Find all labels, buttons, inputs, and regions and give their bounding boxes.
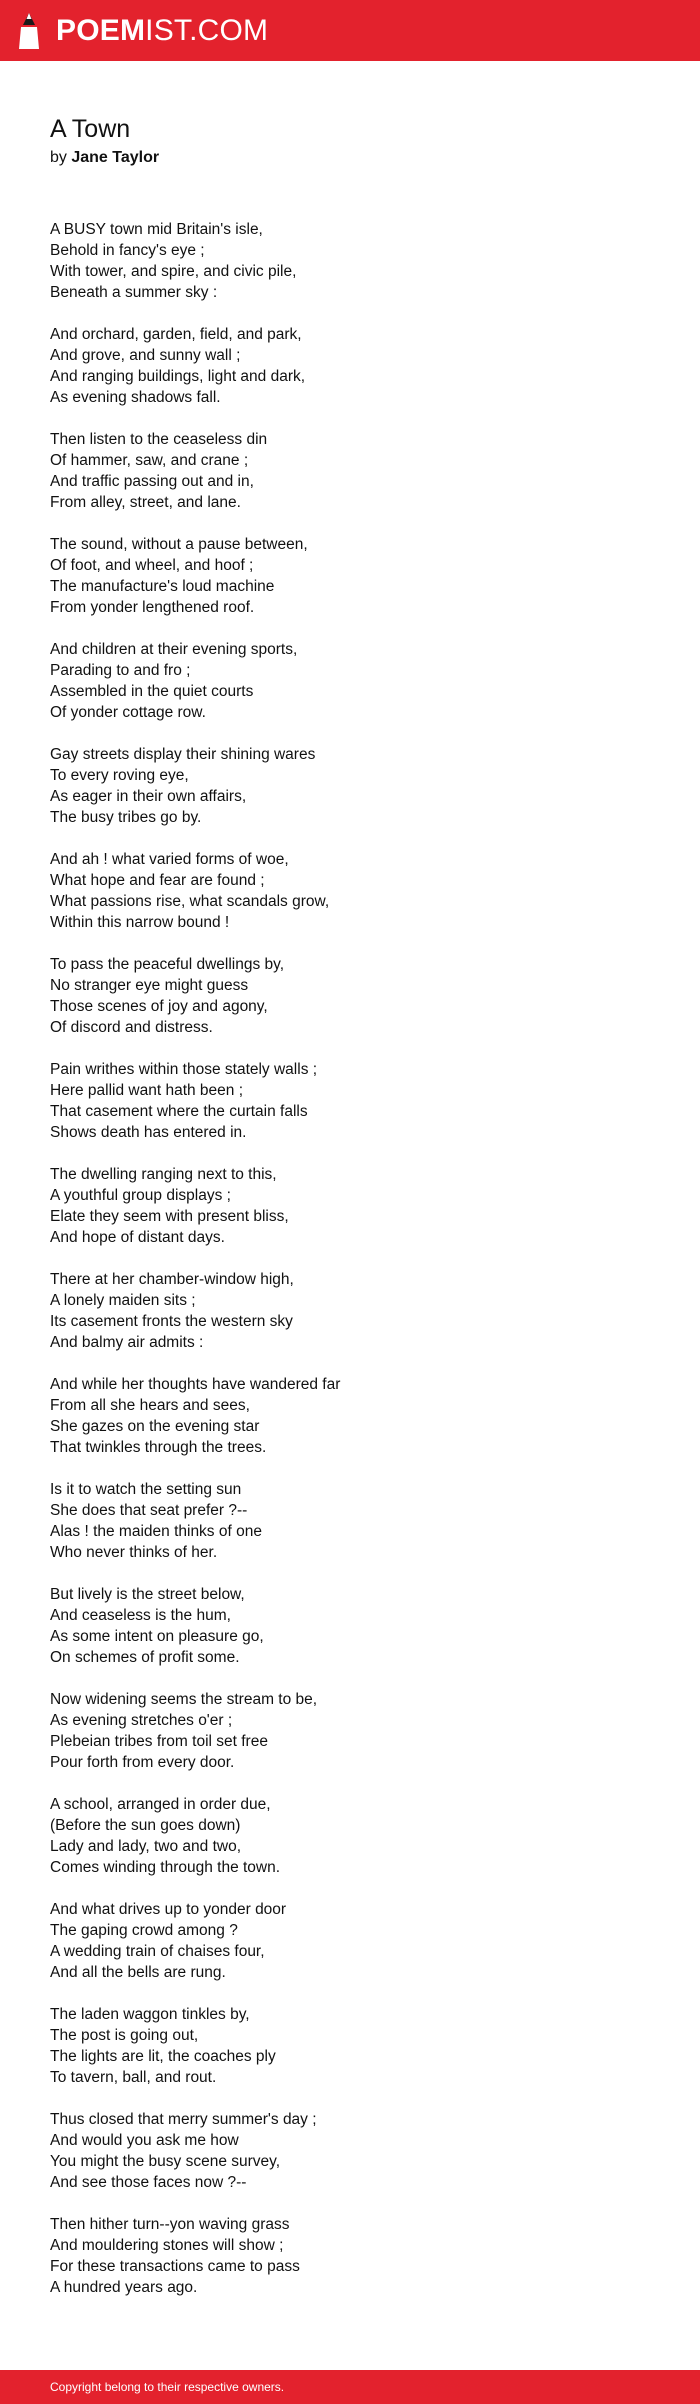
poem-line: And see those faces now ?-- — [50, 2174, 247, 2191]
stanza — [50, 2214, 650, 2298]
poem-line: And traffic passing out and in, — [50, 473, 254, 490]
stanza — [50, 1269, 650, 1353]
poem-line: Now widening seems the stream to be, — [50, 1691, 318, 1708]
poem-line: She does that seat prefer ?-- — [50, 1502, 248, 1519]
stanza — [50, 954, 650, 1038]
stanza — [50, 1584, 650, 1668]
poem-line: Gay streets display their shining wares — [50, 746, 316, 763]
poem-line: The gaping crowd among ? — [50, 1922, 238, 1939]
poem-line: The post is going out, — [50, 2027, 199, 2044]
poem-line: And all the bells are rung. — [50, 1964, 226, 1981]
poem-line: Of foot, and wheel, and hoof ; — [50, 557, 254, 574]
poem-line: And children at their evening sports, — [50, 641, 298, 658]
poem-line: For these transactions came to pass — [50, 2258, 300, 2275]
poem-line: Thus closed that merry summer's day ; — [50, 2111, 317, 2128]
stanza — [50, 639, 650, 723]
poem-line: Plebeian tribes from toil set free — [50, 1733, 268, 1750]
poem-title: A Town — [50, 115, 131, 143]
stanza — [50, 429, 650, 513]
author-link[interactable]: Jane Taylor — [71, 149, 160, 166]
poem-line: Is it to watch the setting sun — [50, 1481, 242, 1498]
poem-line: A hundred years ago. — [50, 2279, 198, 2296]
copyright-text: Copyright belong to their respective owners. — [50, 2380, 285, 2394]
poem-line: A wedding train of chaises four, — [50, 1943, 265, 1960]
stanza — [50, 219, 650, 303]
poem-line: Lady and lady, two and two, — [50, 1838, 242, 1855]
poem-line: Within this narrow bound ! — [50, 914, 230, 931]
poem-line: Alas ! the maiden thinks of one — [50, 1523, 262, 1540]
poem-line: To pass the peaceful dwellings by, — [50, 956, 285, 973]
poem-line: There at her chamber-window high, — [50, 1271, 294, 1288]
stanza — [50, 1164, 650, 1248]
poem-line: And what drives up to yonder door — [50, 1901, 287, 1918]
poem-line: And ah ! what varied forms of woe, — [50, 851, 289, 868]
poem-line: From yonder lengthened roof. — [50, 599, 255, 616]
poem-line: Of discord and distress. — [50, 1019, 213, 1036]
poem-line: To tavern, ball, and rout. — [50, 2069, 217, 2086]
stanza — [50, 324, 650, 408]
poem-line: The sound, without a pause between, — [50, 536, 308, 553]
poem-line: She gazes on the evening star — [50, 1418, 260, 1435]
poem-line: And while her thoughts have wandered far — [50, 1376, 341, 1393]
pen-nib-icon — [18, 13, 40, 49]
stanza — [50, 1794, 650, 1878]
poem-line: On schemes of profit some. — [50, 1649, 240, 1666]
stanza — [50, 744, 650, 828]
poem-line: As evening shadows fall. — [50, 389, 221, 406]
poem-line: The busy tribes go by. — [50, 809, 202, 826]
poem-line: Those scenes of joy and agony, — [50, 998, 268, 1015]
stanza — [50, 1479, 650, 1563]
poem-line: And balmy air admits : — [50, 1334, 204, 1351]
site-logo[interactable] — [18, 13, 268, 49]
poem-line: As evening stretches o'er ; — [50, 1712, 233, 1729]
stanza — [50, 534, 650, 618]
poem-line: And hope of distant days. — [50, 1229, 225, 1246]
poem-body — [50, 219, 650, 2319]
poem-line: As eager in their own affairs, — [50, 788, 247, 805]
stanza — [50, 1059, 650, 1143]
poem-line: And ceaseless is the hum, — [50, 1607, 231, 1624]
stanza — [50, 1374, 650, 1458]
poem-line: Beneath a summer sky : — [50, 284, 218, 301]
stanza — [50, 1689, 650, 1773]
poem-line: And would you ask me how — [50, 2132, 239, 2149]
byline — [50, 147, 159, 169]
poem-line: The dwelling ranging next to this, — [50, 1166, 277, 1183]
poem-line: A BUSY town mid Britain's isle, — [50, 221, 263, 238]
poem-line: A school, arranged in order due, — [50, 1796, 271, 1813]
poem-line: That twinkles through the trees. — [50, 1439, 267, 1456]
poem-line: Pour forth from every door. — [50, 1754, 235, 1771]
poem-line: And grove, and sunny wall ; — [50, 347, 241, 364]
poem-line: Its casement fronts the western sky — [50, 1313, 293, 1330]
poem-line: That casement where the curtain falls — [50, 1103, 308, 1120]
poem-line: Parading to and fro ; — [50, 662, 191, 679]
logo-wordmark-light: IST.COM — [145, 13, 269, 47]
poem-line: Then hither turn--yon waving grass — [50, 2216, 290, 2233]
poem-line: As some intent on pleasure go, — [50, 1628, 264, 1645]
poem-line: Assembled in the quiet courts — [50, 683, 254, 700]
poem-line: (Before the sun goes down) — [50, 1817, 241, 1834]
poem-line: What hope and fear are found ; — [50, 872, 265, 889]
poem-line: Who never thinks of her. — [50, 1544, 218, 1561]
poem-line: Behold in fancy's eye ; — [50, 242, 205, 259]
poem-line: Of yonder cottage row. — [50, 704, 206, 721]
by-label: by — [50, 149, 67, 166]
stanza — [50, 2109, 650, 2193]
site-footer — [0, 2370, 700, 2404]
stanza — [50, 849, 650, 933]
poem-line: Of hammer, saw, and crane ; — [50, 452, 249, 469]
poem-line: The manufacture's loud machine — [50, 578, 275, 595]
poem-line: What passions rise, what scandals grow, — [50, 893, 330, 910]
site-header — [0, 0, 700, 61]
stanza — [50, 1899, 650, 1983]
poem-line: And orchard, garden, field, and park, — [50, 326, 302, 343]
stanza — [50, 2004, 650, 2088]
poem-line: Shows death has entered in. — [50, 1124, 247, 1141]
poem-line: Then listen to the ceaseless din — [50, 431, 268, 448]
poem-line: Elate they seem with present bliss, — [50, 1208, 289, 1225]
poem-line: From all she hears and sees, — [50, 1397, 250, 1414]
poem-line: You might the busy scene survey, — [50, 2153, 281, 2170]
poem-line: No stranger eye might guess — [50, 977, 249, 994]
poem-line: With tower, and spire, and civic pile, — [50, 263, 297, 280]
poem-line: Comes winding through the town. — [50, 1859, 281, 1876]
poem-line: And mouldering stones will show ; — [50, 2237, 284, 2254]
poem-line: The laden waggon tinkles by, — [50, 2006, 250, 2023]
poem-line: And ranging buildings, light and dark, — [50, 368, 306, 385]
poem-line: Here pallid want hath been ; — [50, 1082, 244, 1099]
poem-line: A lonely maiden sits ; — [50, 1292, 196, 1309]
poem-line: But lively is the street below, — [50, 1586, 245, 1603]
poem-line: From alley, street, and lane. — [50, 494, 241, 511]
logo-wordmark-bold: POEM — [56, 13, 146, 47]
logo-wordmark — [56, 14, 268, 48]
poem-line: The lights are lit, the coaches ply — [50, 2048, 276, 2065]
poem-line: A youthful group displays ; — [50, 1187, 231, 1204]
poem-line: To every roving eye, — [50, 767, 189, 784]
poem-line: Pain writhes within those stately walls ; — [50, 1061, 318, 1078]
